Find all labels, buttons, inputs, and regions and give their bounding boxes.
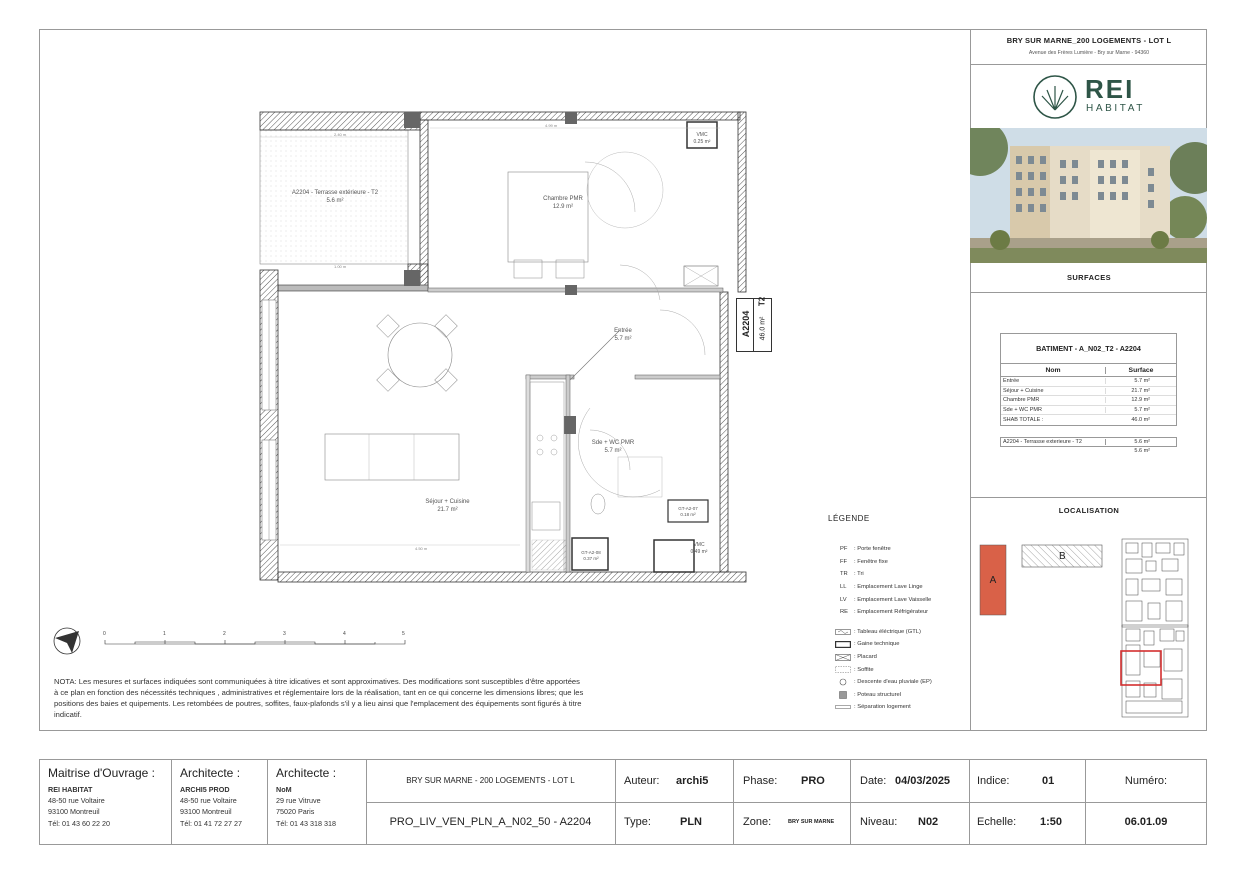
gt-1-name: GT-A2-07 (678, 506, 698, 511)
legend-item (832, 568, 970, 581)
legend-item (832, 606, 970, 619)
legend-item (832, 638, 970, 651)
terrace-name: A2204 - Terrasse exterieure - T2 (1001, 439, 1106, 445)
room-chambre-label (533, 196, 593, 212)
room-terrasse-label (280, 190, 390, 206)
arch1-title: Architecte : (180, 766, 241, 780)
rei-habitat-logo (1032, 74, 1152, 120)
gt-2-name: GT-A2-08 (581, 550, 601, 555)
vmc-1-name: VMC (696, 132, 708, 138)
rainwater-pipe-icon (832, 678, 854, 686)
surfaces-table-header (1001, 364, 1176, 377)
arch1-phone: Tél: 01 41 72 27 27 (180, 819, 242, 828)
legend-text: : Poteau structurel (854, 691, 902, 698)
divider (970, 292, 1207, 293)
numero-label: Numéro: (1124, 775, 1168, 787)
moa-address-1: 48-50 rue Voltaire (48, 796, 105, 805)
legend-abbr: LV (840, 596, 847, 603)
legend-text: : Soffite (854, 666, 874, 673)
legend-item (832, 701, 970, 714)
vmc-1-area: 0.25 m² (693, 138, 711, 145)
soffit-icon (832, 666, 854, 673)
zone-b-label: B (1059, 551, 1066, 562)
rei-logo-icon (1032, 74, 1078, 120)
scale-tick-4: 4 (343, 631, 346, 637)
row-name: Séjour + Cuisine (1001, 388, 1106, 394)
legend-item (832, 689, 970, 702)
legend-text: : Emplacement Lave Vaisselle (854, 596, 932, 603)
arch2-address-1: 29 rue Vitruve (276, 796, 321, 805)
closet-icon (832, 654, 854, 661)
floor-plan (230, 100, 770, 600)
terrace-value: 5.6 m² (1134, 439, 1150, 445)
zone-label: Zone: (743, 816, 772, 828)
rei-logo-subtext: HABITAT (1086, 103, 1145, 114)
vmc-2-name: VMC (693, 542, 705, 548)
building-render-image (970, 128, 1207, 263)
row-value: 5.7 m² (1134, 407, 1150, 414)
arch2-address-2: 75020 Paris (276, 807, 315, 816)
type-label: Type: (624, 816, 651, 828)
legend-text: : Fenêtre fixe (854, 558, 888, 565)
room-sde-name: Sde + WC PMR (591, 440, 635, 446)
room-entree-area: 5.7 m² (614, 335, 632, 342)
table-row (1001, 387, 1176, 397)
gt-1-area: 0.18 m² (680, 511, 696, 517)
scale-bar (100, 630, 410, 648)
scale-tick-5: 5 (402, 631, 405, 637)
vmc-2-label (684, 542, 714, 555)
legend-text: : Séparation logement (854, 704, 911, 711)
room-entree-label (593, 328, 653, 344)
legend-item (832, 663, 970, 676)
room-chambre-name: Chambre PMR (543, 196, 583, 202)
room-sejour-label (410, 499, 485, 515)
room-terrasse-name: A2204 - Terrasse extérieure - T2 (291, 190, 379, 196)
phase-value: PRO (801, 775, 825, 787)
legend-abbr: LL (840, 584, 847, 591)
zone-value: BRY SUR MARNE (788, 819, 835, 825)
moa-title: Maitrise d'Ouvrage : (48, 766, 155, 780)
legend-abbr: RE (840, 609, 849, 616)
legend-text: : Placard (854, 654, 877, 661)
apartment-tag-area: 46.0 m² (759, 316, 767, 341)
room-terrasse-area: 5.6 m² (326, 197, 344, 204)
col-surface-header: Surface (1128, 366, 1154, 374)
arch1-name: ARCHI5 PROD (180, 785, 230, 794)
legend-item (832, 543, 970, 556)
arch1-address-2: 93100 Montreuil (180, 807, 232, 816)
room-sde-label (582, 440, 644, 456)
legend-item (832, 651, 970, 664)
legend-text: : Tri (854, 571, 864, 578)
legend-item (832, 626, 970, 639)
row-value: 5.7 m² (1134, 378, 1150, 385)
apartment-tag-info (754, 298, 772, 352)
table-row (1001, 406, 1176, 416)
table-row (1001, 377, 1176, 387)
arch2-title: Architecte : (276, 766, 337, 780)
legend-abbr: PF (840, 546, 848, 553)
vmc-2-area: 0.49 m² (690, 548, 708, 555)
arch2-phone: Tél: 01 43 318 318 (276, 819, 336, 828)
rei-logo-text: REI (1085, 74, 1135, 104)
apartment-tag-id (736, 298, 754, 352)
moa-name: REI HABITAT (48, 785, 93, 794)
total-value: 46.0 m² (1131, 417, 1150, 424)
scale-tick-2: 2 (223, 631, 226, 637)
tb-project-name: BRY SUR MARNE - 200 LOGEMENTS - LOT L (406, 776, 575, 785)
date-label: Date: (860, 775, 887, 787)
phase-label: Phase: (743, 775, 778, 787)
scale-tick-0: 0 (103, 631, 106, 637)
separation-icon (832, 705, 854, 709)
technical-shaft-icon (832, 641, 854, 648)
auteur-value: archi5 (676, 775, 709, 787)
table-row (1001, 396, 1176, 406)
svg-text:4.50 m: 4.50 m (415, 546, 428, 551)
divider (970, 64, 1207, 65)
legend-item (832, 556, 970, 569)
tb-divider (366, 802, 1207, 803)
type-value: PLN (680, 816, 702, 828)
echelle-label: Echelle: (977, 816, 1017, 828)
legend-item (832, 676, 970, 689)
row-name: Chambre PMR (1001, 397, 1106, 403)
date-value: 04/03/2025 (895, 775, 951, 787)
auteur-label: Auteur: (624, 775, 660, 787)
electrical-panel-icon (832, 629, 854, 635)
apartment-tag-type: T2 (757, 296, 767, 307)
room-entree-name: Entrée (614, 328, 632, 334)
surfaces-section-title: SURFACES (1066, 273, 1112, 282)
room-sde-area: 5.7 m² (604, 447, 622, 454)
localisation-map (976, 533, 1204, 723)
project-address: Avenue des Frères Lumière - Bry sur Marne - 94360 (1028, 50, 1150, 56)
svg-text:1.00 m: 1.00 m (334, 264, 347, 269)
legend-item (832, 593, 970, 606)
room-sejour-area: 21.7 m² (437, 506, 458, 513)
title-block (39, 759, 1207, 845)
gt-2-area: 0.37 m² (583, 555, 599, 561)
room-chambre-area: 12.9 m² (552, 203, 574, 210)
legend-text: : Emplacement Réfrigérateur (854, 609, 929, 616)
arch2-name: NoM (276, 785, 292, 794)
indice-value: 01 (1042, 775, 1055, 787)
row-name: Entrée (1001, 378, 1106, 384)
moa-phone: Tél: 01 43 60 22 20 (48, 819, 110, 828)
niveau-label: Niveau: (860, 816, 898, 828)
legend-text: : Gaine technique (854, 641, 900, 648)
table-total-row (1001, 415, 1176, 425)
terrace-row (1000, 437, 1177, 447)
echelle-value: 1:50 (1040, 816, 1063, 828)
legend (832, 543, 970, 714)
moa-address-2: 93100 Montreuil (48, 807, 100, 816)
terrace-total: 5.6 m² (1134, 448, 1150, 454)
room-sejour-name: Séjour + Cuisine (425, 499, 470, 505)
row-value: 12.9 m² (1131, 397, 1150, 404)
legend-text: : Porte fenêtre (854, 546, 891, 553)
north-arrow-icon (52, 626, 82, 656)
legend-text: : Descente d'eau pluviale (EP) (854, 679, 932, 686)
svg-text:2.40 m: 2.40 m (334, 132, 347, 137)
legend-text: : Tableau éléctrique (GTL) (854, 628, 921, 635)
vmc-1-label (687, 132, 717, 145)
zone-a-label: A (989, 574, 997, 586)
divider (970, 497, 1207, 498)
col-name-header: Nom (1001, 367, 1106, 374)
tb-file-name: PRO_LIV_VEN_PLN_A_N02_50 - A2204 (389, 816, 592, 828)
disclaimer-note: NOTA: Les mesures et surfaces indiquées sont communiquées à titre idicatives et sont approximatives. Des modifications sont susceptibles d'être apportées à ce plan en fonction des nécessités techniques , administratives et réglementaire lors de la réalisation, tant en ce qui concerne les dimensions libres; que les positions des baies et quipements. Les retombées de poutres, soffites, faux-plafonds s'il y a lieu ainsi que l'emplacement des équipements sont figurés à titre indicatif. (54, 677, 584, 719)
indice-label: Indice: (977, 775, 1010, 787)
numero-value: 06.01.09 (1124, 816, 1168, 828)
legend-abbr: FF (840, 558, 848, 565)
niveau-value: N02 (918, 816, 939, 828)
structural-post-icon (832, 691, 854, 699)
legend-title: LÉGENDE (828, 514, 870, 523)
apartment-tag-id-text: A2204 (741, 310, 751, 338)
legend-item (832, 581, 970, 594)
scale-tick-1: 1 (163, 631, 166, 637)
row-name: Sde + WC PMR (1001, 407, 1106, 413)
surfaces-table (1000, 333, 1177, 426)
legend-text: : Emplacement Lave Linge (854, 584, 923, 591)
gt-1-label (668, 506, 708, 518)
arch1-address-1: 48-50 rue Voltaire (180, 796, 237, 805)
row-value: 21.7 m² (1131, 387, 1150, 394)
tb-divider (267, 760, 268, 844)
svg-text:4.99 m: 4.99 m (545, 123, 558, 128)
project-title: BRY SUR MARNE_200 LOGEMENTS - LOT L (1006, 36, 1172, 45)
tb-divider (171, 760, 172, 844)
legend-abbr: TR (840, 571, 848, 578)
gt-2-label (573, 550, 609, 562)
localisation-section-title: LOCALISATION (1058, 506, 1120, 515)
surfaces-table-title: BATIMENT - A_N02_T2 - A2204 (1001, 334, 1176, 364)
total-label: SHAB TOTALE : (1003, 417, 1044, 424)
scale-tick-3: 3 (283, 631, 286, 637)
